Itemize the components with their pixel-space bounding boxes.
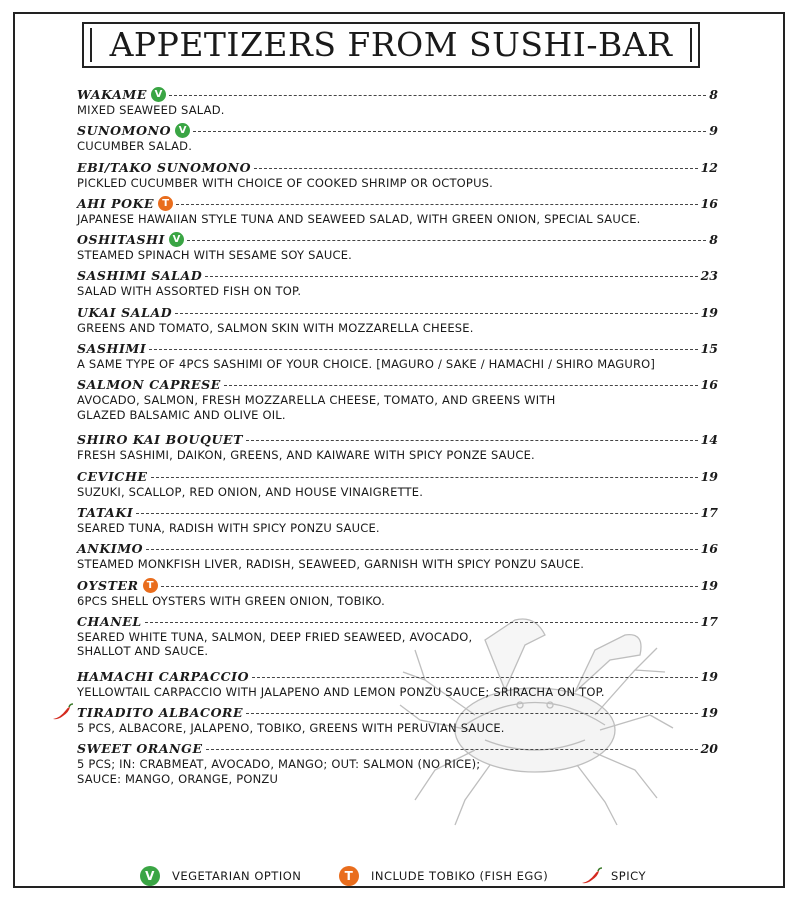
legend-vegetarian-label: VEGETARIAN OPTION: [172, 869, 302, 883]
legend-spicy: [579, 866, 646, 886]
item-description: STEAMED MONKFISH LIVER, RADISH, SEAWEED, GARNISH WITH SPICY PONZU SAUCE.: [77, 557, 585, 572]
item-description: SAUCE: MANGO, ORANGE, PONZU: [77, 771, 279, 786]
item-name: ANKIMO: [77, 541, 144, 557]
item-price: 14: [700, 432, 718, 448]
item-name: EBI/TAKO SUNOMONO: [77, 159, 252, 175]
item-name: SUNOMONO: [77, 123, 172, 139]
item-price: 19: [700, 304, 718, 320]
t-circle-icon: T: [158, 196, 173, 211]
item-name: CEVICHE: [77, 468, 148, 484]
t-circle-icon: T: [143, 578, 158, 593]
menu-item: [77, 613, 718, 668]
item-description: SHALLOT AND SAUCE.: [77, 644, 209, 659]
item-description: SEARED TUNA, RADISH WITH SPICY PONZU SAUCE.: [77, 520, 380, 535]
item-name: OYSTER: [77, 577, 139, 593]
item-price: 17: [700, 504, 718, 520]
dotted-leader: [175, 313, 697, 314]
v-circle-icon: V: [169, 232, 184, 247]
item-description: STEAMED SPINACH WITH SESAME SOY SAUCE.: [77, 248, 353, 263]
item-price: 19: [700, 577, 718, 593]
item-price: 16: [700, 377, 718, 393]
legend-tobiko-label: INCLUDE TOBIKO (FISH EGG): [371, 869, 549, 883]
dotted-leader: [206, 749, 698, 750]
menu-item: [77, 267, 718, 303]
menu-item: [77, 340, 718, 376]
dotted-leader: [145, 622, 698, 623]
item-name: SALMON CAPRESE: [77, 377, 221, 393]
item-name: OSHITASHI: [77, 232, 165, 248]
dotted-leader: [193, 131, 706, 132]
legend-vegetarian: [140, 866, 301, 886]
menu-item: [77, 304, 718, 340]
item-description: SUZUKI, SCALLOP, RED ONION, AND HOUSE VINAIGRETTE.: [77, 484, 424, 499]
menu-item: [77, 431, 718, 467]
item-name: SASHIMI: [77, 341, 147, 357]
item-description: CUCUMBER SALAD.: [77, 139, 193, 154]
menu-item-header: [77, 540, 718, 557]
dotted-leader: [246, 713, 697, 714]
dotted-leader: [146, 549, 697, 550]
v-circle-icon: V: [151, 87, 166, 102]
menu-item-header: [77, 740, 718, 757]
item-description: YELLOWTAIL CARPACCIO WITH JALAPENO AND LEMON PONZU SAUCE; SRIRACHA ON TOP.: [77, 684, 605, 699]
menu-item: [77, 122, 718, 158]
legend-spicy-label: SPICY: [611, 869, 646, 883]
item-price: 16: [700, 541, 718, 557]
t-circle-icon: T: [339, 866, 359, 886]
menu-item-header: [77, 159, 718, 176]
item-description: AVOCADO, SALMON, FRESH MOZZARELLA CHEESE, TOMATO, AND GREENS WITH: [77, 393, 556, 408]
item-price: 17: [700, 613, 718, 629]
menu-item: [77, 504, 718, 540]
legend: [0, 866, 800, 888]
item-name: TATAKI: [77, 504, 134, 520]
dotted-leader: [205, 276, 697, 277]
item-name: WAKAME: [77, 87, 147, 102]
item-price: 8: [709, 87, 718, 102]
item-name: SHIRO KAI BOUQUET: [77, 432, 243, 448]
menu-item-header: [77, 122, 718, 139]
menu-item-header: [77, 340, 718, 357]
menu-item-header: [77, 376, 718, 393]
menu-item-header: [77, 468, 718, 485]
menu-item: [77, 195, 718, 231]
menu-item: [77, 159, 718, 195]
item-description: SALAD WITH ASSORTED FISH ON TOP.: [77, 284, 302, 299]
menu-item-header: [77, 267, 718, 284]
item-description: JAPANESE HAWAIIAN STYLE TUNA AND SEAWEED SALAD, WITH GREEN ONION, SPECIAL SAUCE.: [77, 211, 641, 226]
menu-item-header: [77, 431, 718, 448]
menu-item: [77, 231, 718, 267]
item-price: 19: [700, 468, 718, 484]
menu-item: [77, 468, 718, 504]
item-name: TIRADITO ALBACORE: [77, 705, 244, 721]
menu-item: [77, 668, 718, 704]
dotted-leader: [149, 349, 697, 350]
menu-item-header: [77, 86, 718, 103]
item-price: 15: [700, 341, 718, 357]
menu-item-header: [77, 704, 718, 721]
item-price: 19: [700, 705, 718, 721]
dotted-leader: [187, 240, 706, 241]
menu-item-header: [77, 195, 718, 212]
dotted-leader: [254, 168, 698, 169]
menu-item: [77, 540, 718, 576]
menu-list: [77, 86, 718, 795]
dotted-leader: [252, 677, 698, 678]
item-name: CHANEL: [77, 613, 142, 629]
menu-item-header: [77, 668, 718, 685]
menu-item-header: [77, 231, 718, 248]
dotted-leader: [169, 95, 706, 96]
page-title: APPETIZERS FROM SUSHI-BAR: [109, 25, 673, 64]
chili-pepper-icon: [50, 703, 74, 721]
item-name: UKAI SALAD: [77, 304, 173, 320]
title-box: [82, 22, 700, 68]
dotted-leader: [176, 204, 697, 205]
item-name: SASHIMI SALAD: [77, 268, 203, 284]
v-circle-icon: V: [140, 866, 160, 886]
menu-item: [77, 704, 718, 740]
item-price: 12: [700, 159, 718, 175]
menu-item: [77, 577, 718, 613]
menu-item-header: [77, 304, 718, 321]
item-description: GLAZED BALSAMIC AND OLIVE OIL.: [77, 407, 286, 422]
dotted-leader: [246, 440, 698, 441]
menu-item-header: [77, 577, 718, 594]
item-price: 19: [700, 668, 718, 684]
menu-item-header: [77, 504, 718, 521]
item-description: 6PCS SHELL OYSTERS WITH GREEN ONION, TOBIKO.: [77, 593, 386, 608]
item-description: PICKLED CUCUMBER WITH CHOICE OF COOKED SHRIMP OR OCTOPUS.: [77, 175, 494, 190]
chili-pepper-icon: [579, 867, 603, 885]
item-price: 20: [700, 741, 718, 757]
menu-item: [77, 376, 718, 431]
item-price: 8: [709, 232, 718, 248]
menu-item: [77, 86, 718, 122]
dotted-leader: [224, 385, 698, 386]
legend-tobiko: [339, 866, 548, 886]
item-price: 9: [709, 123, 718, 139]
item-name: HAMACHI CARPACCIO: [77, 668, 250, 684]
item-description: FRESH SASHIMI, DAIKON, GREENS, AND KAIWARE WITH SPICY PONZE SAUCE.: [77, 448, 535, 463]
item-description: A SAME TYPE OF 4PCS SASHIMI OF YOUR CHOICE. [MAGURO / SAKE / HAMACHI / SHIRO MAGURO]: [77, 357, 656, 372]
dotted-leader: [151, 477, 698, 478]
item-price: 23: [700, 268, 718, 284]
item-description: SEARED WHITE TUNA, SALMON, DEEP FRIED SEAWEED, AVOCADO,: [77, 629, 473, 644]
item-description: 5 PCS; IN: CRABMEAT, AVOCADO, MANGO; OUT: SALMON (NO RICE);: [77, 757, 481, 772]
dotted-leader: [136, 513, 697, 514]
dotted-leader: [161, 586, 698, 587]
item-name: SWEET ORANGE: [77, 741, 203, 757]
item-name: AHI POKE: [77, 195, 155, 211]
v-circle-icon: V: [175, 123, 190, 138]
item-description: 5 PCS, ALBACORE, JALAPENO, TOBIKO, GREENS WITH PERUVIAN SAUCE.: [77, 721, 505, 736]
item-price: 16: [700, 195, 718, 211]
item-description: GREENS AND TOMATO, SALMON SKIN WITH MOZZARELLA CHEESE.: [77, 320, 474, 335]
menu-item: [77, 740, 718, 795]
item-description: MIXED SEAWEED SALAD.: [77, 103, 225, 117]
menu-item-header: [77, 613, 718, 630]
